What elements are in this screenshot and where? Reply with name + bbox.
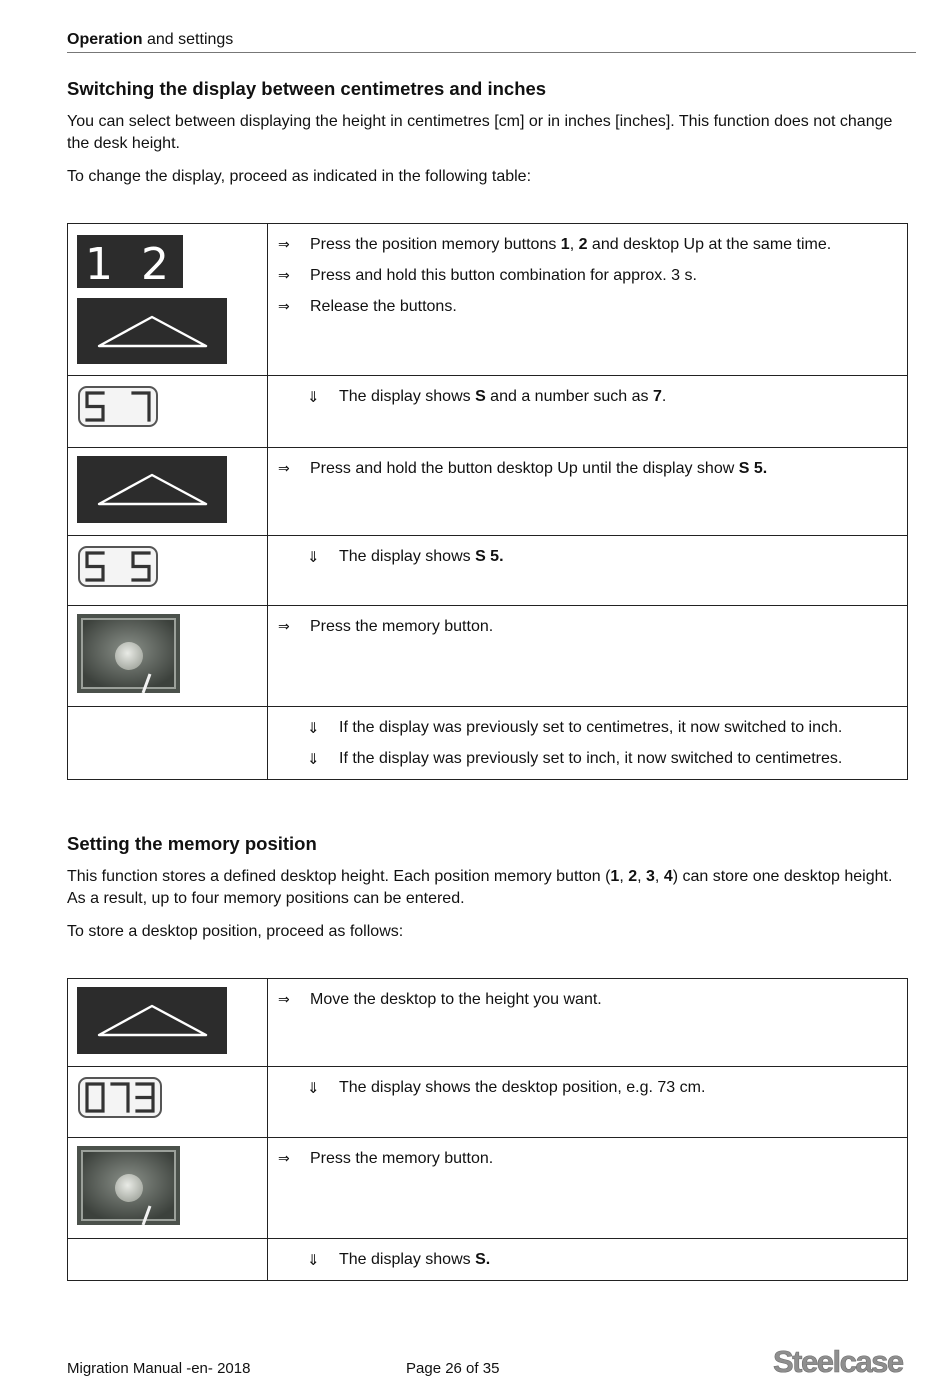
svg-text:1: 1 — [85, 239, 113, 290]
step-row — [68, 536, 908, 606]
right-arrow-icon: ⇒ — [278, 268, 290, 284]
result-line — [278, 1077, 907, 1108]
section-2-intro — [67, 866, 902, 910]
section-1-lead: To change the display, proceed as indicated in the following table: — [67, 168, 532, 185]
step-row — [68, 1067, 908, 1138]
result-line — [278, 748, 907, 779]
segment-display-icon — [77, 1075, 267, 1120]
line-text — [310, 234, 831, 265]
text: If the display was previously set to inch, it now switched to centimetres. — [339, 750, 843, 767]
bold-text: 1 — [610, 868, 620, 885]
text: , — [619, 868, 629, 885]
step-row — [68, 1239, 908, 1281]
segment-display-icon — [77, 384, 267, 429]
step-text-cell — [268, 1138, 908, 1239]
result-line — [278, 386, 907, 417]
step-row — [68, 224, 908, 376]
line-text — [339, 386, 666, 417]
step-image-cell — [68, 1138, 268, 1239]
step-image-cell — [68, 979, 268, 1067]
bold-text: 2 — [628, 868, 638, 885]
result-line — [278, 546, 907, 577]
line-text — [339, 1249, 490, 1280]
step-row — [68, 448, 908, 536]
text: ) can store one desktop height. As a result, up to four memory positions can be entered. — [67, 868, 893, 907]
down-arrow-icon: ⇓ — [307, 1251, 320, 1269]
instruction-line — [278, 265, 907, 296]
line-text — [310, 265, 697, 296]
section-1-intro: You can select between displaying the height in centimetres [cm] or in inches [inches]. This function does not change the desk height. — [67, 113, 893, 152]
bold-text: 3 — [646, 868, 655, 885]
text: The display shows — [339, 1251, 476, 1268]
header-title-bold: Operation — [67, 31, 143, 48]
text: Move the desktop to the height you want. — [310, 991, 602, 1008]
text: , — [654, 868, 664, 885]
bold-text: S 5. — [475, 548, 504, 565]
right-arrow-icon: ⇒ — [278, 237, 290, 253]
text: Press the position memory buttons — [310, 236, 561, 253]
text: If the display was previously set to centimetres, it now switched to inch. — [339, 719, 843, 736]
instruction-line — [278, 458, 907, 489]
instruction-line — [278, 234, 907, 265]
step-row — [68, 1138, 908, 1239]
svg-text:2: 2 — [141, 239, 169, 290]
line-text — [339, 1077, 705, 1108]
step-image-cell — [68, 224, 268, 376]
text: Press and hold the button desktop Up until the display show — [310, 460, 739, 477]
right-arrow-icon: ⇒ — [278, 1151, 290, 1167]
text: The display shows — [339, 388, 476, 405]
memory-button-icon — [77, 614, 267, 693]
bold-text: S. — [475, 1251, 491, 1268]
right-arrow-icon: ⇒ — [278, 299, 290, 315]
text: , — [569, 236, 579, 253]
instruction-line — [278, 296, 907, 327]
bold-text: S 5. — [738, 460, 768, 477]
page-header — [67, 31, 233, 49]
step-text-cell — [268, 448, 908, 536]
instruction-line — [278, 1148, 907, 1179]
text: and a number such as — [485, 388, 653, 405]
step-row — [68, 606, 908, 707]
step-image-cell — [68, 1067, 268, 1138]
desktop-up-arrow-icon — [77, 987, 267, 1054]
step-image-cell — [68, 606, 268, 707]
text: Press and hold this button combination for approx. 3 s. — [310, 267, 697, 284]
line-text — [310, 296, 457, 327]
section-2-title: Setting the memory position — [67, 833, 317, 854]
text: Press the memory button. — [310, 1150, 494, 1167]
bold-text: S — [475, 388, 486, 405]
bold-text: 2 — [578, 236, 588, 253]
step-text-cell — [268, 707, 908, 780]
text: Release the buttons. — [310, 298, 457, 315]
section-2-lead: To store a desktop position, proceed as follows: — [67, 923, 404, 940]
down-arrow-icon: ⇓ — [307, 1079, 320, 1097]
line-text — [310, 989, 602, 1020]
result-line — [278, 717, 907, 748]
line-text — [310, 616, 493, 647]
step-text-cell — [268, 606, 908, 707]
step-row — [68, 979, 908, 1067]
step-text-cell — [268, 979, 908, 1067]
instruction-line — [278, 616, 907, 647]
text: This function stores a defined desktop height. Each position memory button ( — [67, 868, 611, 885]
step-text-cell — [268, 1239, 908, 1281]
bold-text: 1 — [560, 236, 570, 253]
footer-page-number: Page 26 of 35 — [406, 1360, 500, 1377]
text: Press the memory button. — [310, 618, 494, 635]
line-text — [339, 717, 842, 748]
step-image-cell — [68, 1239, 268, 1281]
text: and desktop Up at the same time. — [587, 236, 832, 253]
step-text-cell — [268, 224, 908, 376]
line-text — [310, 1148, 493, 1179]
text: , — [637, 868, 647, 885]
text: . — [661, 388, 667, 405]
bold-text: 7 — [652, 388, 662, 405]
step-text-cell — [268, 536, 908, 606]
step-row — [68, 376, 908, 448]
instruction-line — [278, 989, 907, 1020]
steps-table-display-units — [67, 223, 908, 780]
memory-button-icon — [77, 1146, 267, 1225]
down-arrow-icon: ⇓ — [307, 548, 320, 566]
down-arrow-icon: ⇓ — [307, 388, 320, 406]
steelcase-logo — [772, 1343, 914, 1377]
steps-table-memory-position — [67, 978, 908, 1281]
text: The display shows — [339, 548, 476, 565]
right-arrow-icon: ⇒ — [278, 619, 290, 635]
step-image-cell — [68, 707, 268, 780]
down-arrow-icon: ⇓ — [307, 719, 320, 737]
bold-text: 4 — [663, 868, 673, 885]
right-arrow-icon: ⇒ — [278, 992, 290, 1008]
section-1-title: Switching the display between centimetres and inches — [67, 78, 547, 99]
svg-text:Steelcase: Steelcase — [773, 1344, 903, 1377]
header-title-rest: and settings — [142, 31, 234, 48]
step-row — [68, 707, 908, 780]
down-arrow-icon: ⇓ — [307, 750, 320, 768]
text: The display shows the desktop position, e.g. 73 cm. — [339, 1079, 706, 1096]
right-arrow-icon: ⇒ — [278, 461, 290, 477]
step-image-cell — [68, 536, 268, 606]
step-text-cell — [268, 1067, 908, 1138]
desktop-up-arrow-icon — [77, 456, 267, 523]
footer-document-title: Migration Manual -en- 2018 — [67, 1360, 251, 1377]
keys-1-2-and-up-arrow-icon — [77, 232, 267, 364]
line-text — [339, 748, 842, 779]
header-rule — [67, 52, 916, 53]
line-text — [310, 458, 767, 489]
step-image-cell — [68, 376, 268, 448]
result-line — [278, 1249, 907, 1280]
segment-display-icon — [77, 544, 267, 589]
step-text-cell — [268, 376, 908, 448]
line-text — [339, 546, 504, 577]
step-image-cell — [68, 448, 268, 536]
